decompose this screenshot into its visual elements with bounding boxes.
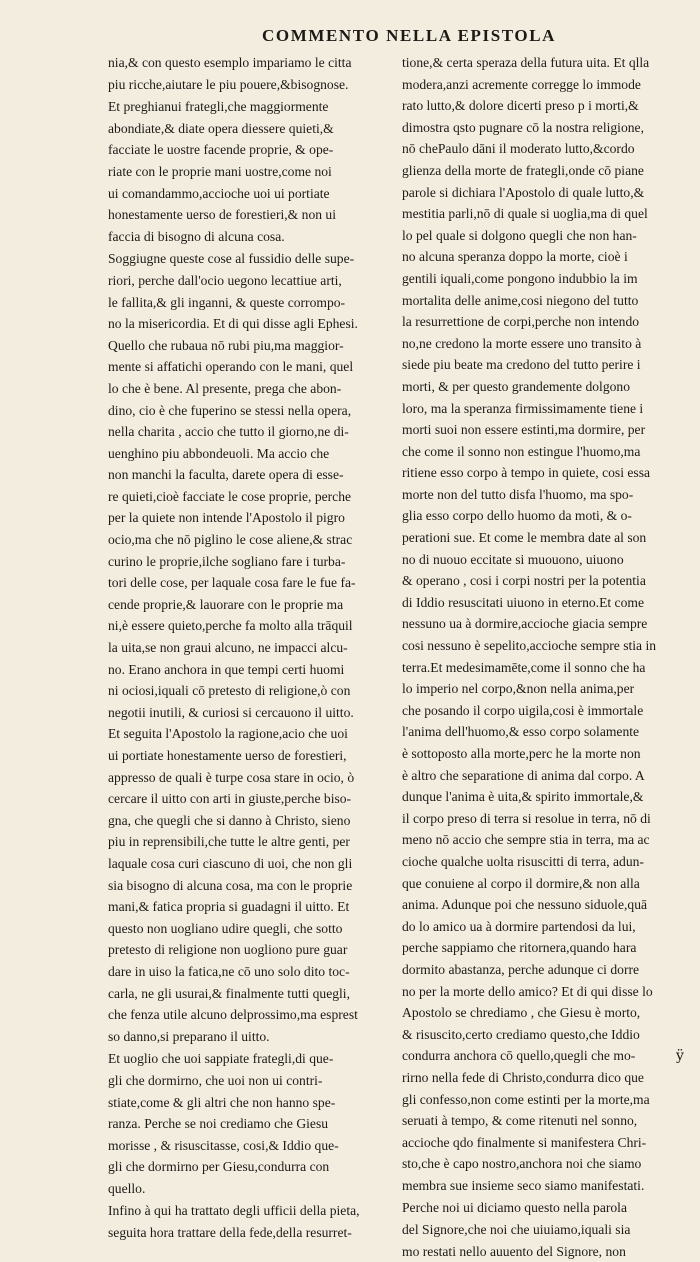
text-line: perche sappiamo che ritornera,quando hara (402, 940, 637, 956)
text-line: morti suoi non essere estinti,ma dormire, per (402, 422, 646, 438)
text-line: ritiene esso corpo à tempo in quiete, cosi essa (402, 465, 651, 481)
text-line: sia bisogno di alcuna cosa, ma con le proprie (108, 877, 353, 893)
text-line: la resurrettione de corpi,perche non intendo (402, 314, 640, 330)
text-line: mo restati nello auuento del Signore, non (402, 1243, 626, 1259)
text-line: no alcuna speranza doppo la morte, cioè i (402, 249, 628, 265)
text-line: perationi sue. Et come le membra date al son (402, 530, 647, 546)
paragraph (108, 96, 390, 247)
text-line: Perche noi ui diciamo questo nella parola (402, 1200, 627, 1216)
text-line: siede piu beate ma credono del tutto perire i (402, 357, 641, 373)
text-line: seruati à tempo, & come ritenuti nel sonno, (402, 1113, 638, 1129)
text-line: nella charita , accio che tutto il giorno,ne di- (108, 424, 349, 440)
text-line: que conuiene al corpo il dormire,& non alla (402, 875, 640, 891)
text-line: Et preghianui frategli,che maggiormente (108, 99, 329, 115)
text-line: la uita,se non graui alcuno, ne impacci alcu- (108, 640, 348, 656)
text-line: ni ociosi,iquali cō pretesto di religione,ò con (108, 683, 351, 699)
paragraph (108, 1200, 390, 1243)
text-line: dunque l'anima è uita,& spirito immortale,& (402, 789, 644, 805)
text-line: ni,è essere quieto,perche fa molto alla trāquil (108, 618, 353, 634)
text-line: negotii inutili, & curiosi si cercauono il uitto. (108, 704, 354, 720)
text-line: cercare il uitto con arti in giuste,perche biso- (108, 791, 352, 807)
text-line: morti, & per questo grandemente dolgono (402, 378, 631, 394)
text-line: no,ne credono la morte essere uno transito à (402, 335, 642, 351)
text-line: loro, ma la speranza firmissimamente tiene i (402, 400, 644, 416)
text-line: gli confesso,non come estinti per la morte,ma (402, 1091, 650, 1107)
text-line: curino le proprie,ilche sogliano fare i turba- (108, 553, 346, 569)
text-line: condurra anchora cō quello,quegli che mo- (402, 1048, 636, 1064)
text-line: honestamente uerso de forestieri,& non ui (108, 207, 337, 223)
text-line: Et seguita l'Apostolo la ragione,acio che uoi (108, 726, 348, 742)
text-line: glia esso corpo dello huomo da moti, & o- (402, 508, 632, 524)
text-line: morisse , & risuscitasse, cosi,& Iddio que- (108, 1137, 339, 1153)
text-line: no la misericordia. Et di qui disse agli Ephesi. (108, 316, 358, 332)
text-line: ranza. Perche se noi crediamo che Giesu (108, 1116, 329, 1132)
text-line: lo che è bene. Al presente, prega che abon- (108, 380, 342, 396)
text-line: & risuscito,certo crediamo questo,che Iddio (402, 1026, 640, 1042)
text-line: dino, cio è che fuperino se stessi nella opera, (108, 402, 352, 418)
footer-mark: ÿ (676, 1048, 684, 1064)
text-line: è sottoposto alla morte,perc he la morte non (402, 746, 641, 761)
right-column (402, 52, 684, 1262)
text-line: le fallita,& gli inganni, & queste corrompo- (108, 294, 346, 310)
text-line: meno nō accio che sempre stia in terra, ma ac (402, 832, 650, 848)
text-line: il corpo preso di terra si resolue in terra, nō di (402, 810, 651, 826)
text-line: del Signore,che noi che uiuiamo,iquali sia (402, 1222, 631, 1238)
text-line: cende proprie,& lauorare con le proprie ma (108, 596, 344, 612)
text-line: abondiate,& diate opera diessere quieti,& (108, 120, 334, 136)
text-line: mani,& fatica propria si guadagni il uitto. Et (108, 899, 350, 915)
text-line: pretesto di religione non uogliono pure guar (108, 942, 348, 958)
text-line: piu in reprensibili,che tutte le altre genti, per (108, 834, 350, 850)
text-line: dare in uiso la fatica,ne cō uno solo dito toc- (108, 963, 350, 979)
text-line: Apostolo se chrediamo , che Giesu è morto, (402, 1005, 641, 1021)
text-line: ui comandammo,accioche uoi ui portiate (108, 185, 330, 201)
text-line: riori, perche dall'ocio uegono lecattiue arti, (108, 272, 342, 288)
text-line: l'anima dell'huomo,& esso corpo solamente (402, 724, 640, 740)
paragraph (402, 1197, 684, 1262)
text-line: tori delle cose, per laquale cosa fare le fue fa- (108, 575, 356, 591)
paragraph (108, 248, 390, 1047)
text-line: mente si affatichi operando con le mani, quel (108, 359, 354, 375)
text-line: lo pel quale si dolgono quegli che non han- (402, 227, 637, 243)
text-line: sto,che è capo nostro,anchora noi che siamo (402, 1156, 642, 1172)
text-line: gentili iquali,come pongono indubbio la im (402, 270, 638, 286)
text-line: so danno,si preparano il uitto. (108, 1028, 270, 1044)
text-line: non manchi la faculta, darete opera di esse- (108, 467, 344, 483)
text-line: & operano , cosi i corpi nostri per la potentia (402, 573, 646, 589)
text-line: re quieti,cioè facciate le cose proprie, perche (108, 488, 352, 504)
text-line: che fenza utile alcuno delprossimo,ma esprest (108, 1007, 358, 1023)
text-line: Quello che rubaua nō rubi piu,ma maggior- (108, 337, 344, 353)
text-line: glienza della morte de frategli,onde cō piane (402, 162, 644, 178)
text-line: laquale cosa curi ciascuno di uoi, che non gli (108, 855, 353, 871)
text-line: no di nuouo eccitate si muouono, uiuono (402, 551, 624, 567)
text-line: rirno nella fede di Christo,condurra dico que (402, 1069, 644, 1085)
text-line: lo imperio nel corpo,&non nella anima,per (402, 681, 635, 697)
text-line: accioche qdo finalmente si manifestera Chri- (402, 1134, 647, 1150)
paragraph (108, 52, 390, 95)
text-line: che posando il corpo uigila,cosi è immortale (402, 702, 644, 718)
text-line: do lo amico ua à dormire partendosi da lui, (402, 918, 636, 934)
text-line: dormito abastanza, perche adunque ci dorre (402, 961, 640, 977)
text-line: parole si dichiara l'Apostolo di quale lutto,& (402, 184, 645, 200)
text-line: piu ricche,aiutare le piu pouere,&bisognose. (108, 76, 349, 92)
text-line: anima. Adunque poi che nessuno siduole,quā (402, 897, 648, 913)
text-line: nō chePaulo dāni il moderato lutto,&cordo (402, 141, 635, 157)
text-line: Et uoglio che uoi sappiate frategli,di que- (108, 1051, 334, 1067)
text-line: terra.Et medesimamēte,come il sonno che ha (402, 659, 646, 675)
text-line: Infino à qui ha trattato degli ufficii della pieta, (108, 1203, 360, 1219)
text-line: uenghino piu abbondeuoli. Ma accio che (108, 445, 330, 461)
text-line: no. Erano anchora in que tempi certi huomi (108, 661, 345, 677)
text-line: dimostra qsto pugnare cō la nostra religione, (402, 119, 644, 135)
text-line: appresso de quali è turpe cosa stare in ocio, ò (108, 769, 355, 785)
text-line: ocio,ma che nō piglino le cose aliene,& strac (108, 532, 353, 548)
text-line: mortalita delle anime,cosi niegono del tutto (402, 292, 639, 308)
text-line: per la quiete non intende l'Apostolo il pigro (108, 510, 345, 526)
text-line: carla, ne gli usurai,& finalmente tutti quegli, (108, 985, 350, 1001)
text-line: facciate le uostre facende proprie, & ope- (108, 142, 334, 158)
text-line: membra sue insieme seco siamo manifestati. (402, 1177, 645, 1193)
text-line: modera,anzi acremente corregge lo immode (402, 76, 641, 92)
paragraph (108, 1048, 390, 1199)
text-line: cioche qualche uolta risuscitti di terra, adun- (402, 853, 644, 869)
text-line: seguita hora trattare della fede,della resurret- (108, 1225, 352, 1241)
text-line: gli che dormirno, che uoi non ui contri- (108, 1072, 323, 1088)
text-line: di Iddio resuscitati uiuono in eterno.Et come (402, 594, 644, 610)
text-line: che come il sonno non estingue l'huomo,ma (402, 443, 641, 459)
running-head: COMMENTO NELLA EPISTOLA (262, 26, 557, 45)
text-line: questo non uogliano udire quegli, che sotto (108, 920, 343, 936)
left-column (108, 52, 390, 1244)
text-line: faccia di bisogno di alcuna cosa. (108, 228, 285, 244)
text-line: stiate,come & gli altri che non hanno spe- (108, 1094, 336, 1110)
text-line: cosi nessuno è sepelito,accioche sempre stia in (402, 638, 657, 654)
text-line: è altro che separatione di anima dal corpo. A (402, 767, 645, 783)
text-line: quello. (108, 1180, 146, 1196)
text-line: gli che dormirno per Giesu,condurra con (108, 1159, 330, 1175)
text-line: nia,& con questo esemplo impariamo le citta (108, 55, 352, 70)
text-line: nessuno ua à dormire,accioche giacia sempre (402, 616, 648, 632)
text-line: tione,& certa speraza della futura uita. Et qlla (402, 55, 650, 70)
text-line: Soggiugne queste cose al fussidio delle supe- (108, 251, 355, 267)
text-line: gna, che quegli che si danno à Christo, sieno (108, 812, 351, 828)
text-line: mestitia parli,nō di quale si uoglia,ma di quel (402, 206, 648, 222)
text-line: rato lutto,& dolore dicerti preso p i morti,& (402, 98, 639, 114)
text-line: ui portiate honestamente uerso de forestieri, (108, 748, 347, 763)
text-line: no per la morte dello amico? Et di qui disse lo (402, 983, 653, 999)
text-line: riate con le proprie mani uostre,come noi (108, 163, 332, 179)
text-line: morte non del tutto disfa l'huomo, ma spo- (402, 486, 634, 502)
paragraph (402, 52, 684, 1196)
